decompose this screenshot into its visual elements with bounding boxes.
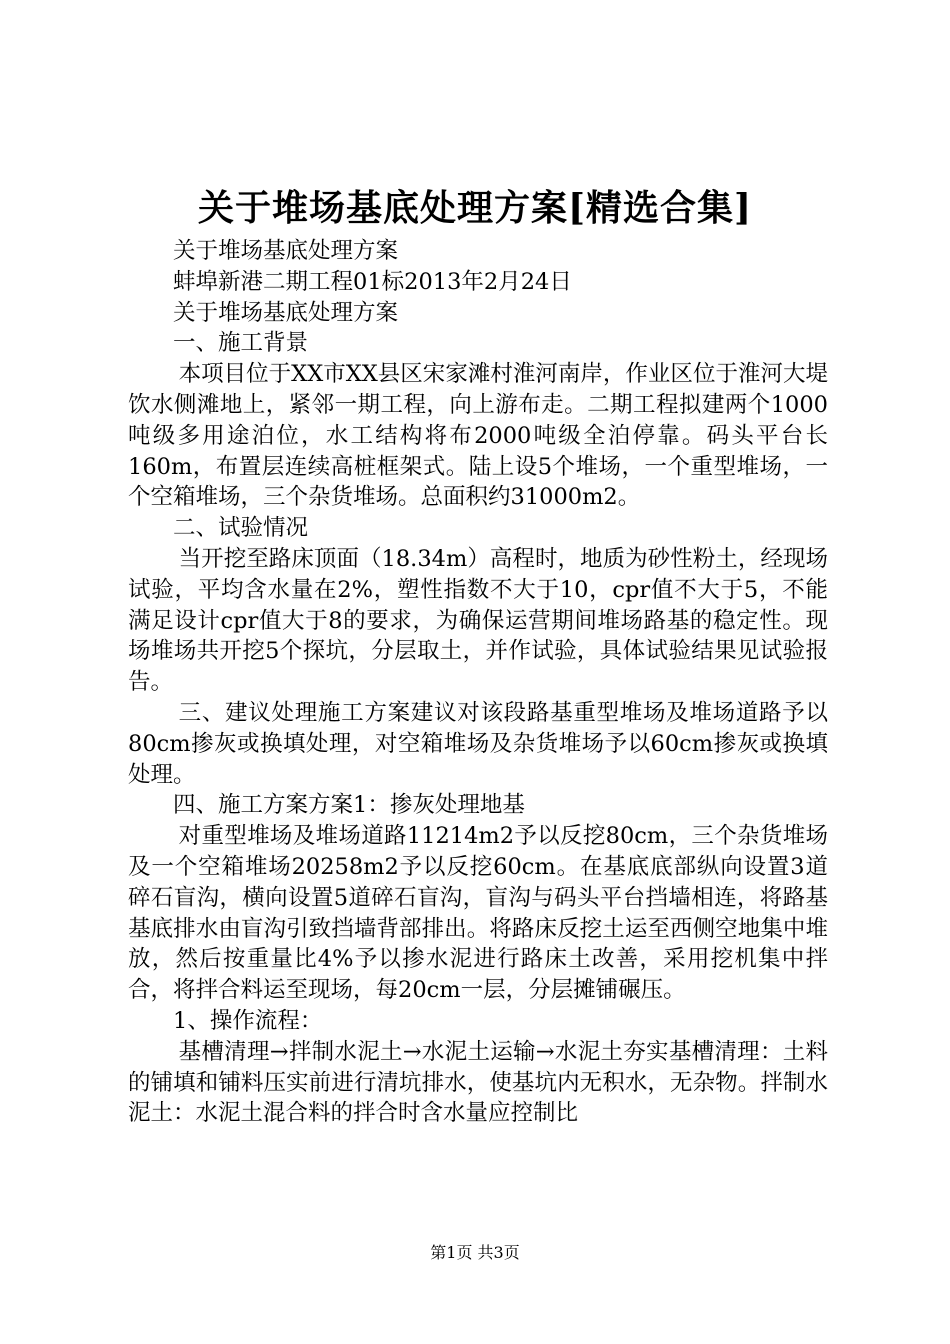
page-footer: 第1页 共3页: [430, 1243, 520, 1262]
section-heading: 一、施工背景: [173, 330, 309, 357]
document-title: 关于堆场基底处理方案[精选合集]: [197, 187, 753, 229]
section-heading: 四、施工方案方案1：掺灰处理地基: [173, 792, 525, 819]
heading-line: 关于堆场基底处理方案: [173, 299, 399, 326]
body-paragraph: 对重型堆场及堆场道路11214m2予以反挖80cm，三个杂货堆场及一个空箱堆场20258m2予以反挖60cm。在基底底部纵向设置3道碎石盲沟，横向设置5道碎石盲沟，盲沟与码头平台挡墙相连，将路基基底排水由盲沟引致挡墙背部排出。将路床反挖土运至西侧空地集中堆放，然后按重量比4%予以掺水泥进行路床土改善，采用挖机集中拌合，将拌合料运至现场，每20cm一层，分层摊铺碾压。: [128, 823, 828, 1004]
body-paragraph: 本项目位于XX市XX县区宋家滩村淮河南岸，作业区位于淮河大堤饮水侧滩地上，紧邻一期工程，向上游布走。二期工程拟建两个1000吨级多用途泊位，水工结构将布2000吨级全泊停靠。码头平台长160m，布置层连续高桩框架式。陆上设5个堆场，一个重型堆场，一个空箱堆场，三个杂货堆场。总面积约31000m2。: [128, 361, 828, 511]
body-paragraph: 当开挖至路床顶面（18.34m）高程时，地质为砂性粉土，经现场试验，平均含水量在2%，塑性指数不大于10，cpr值不大于5，不能满足设计cpr值大于8的要求，为确保运营期间堆场路基的稳定性。现场堆场共开挖5个探坑，分层取土，并作试验，具体试验结果见试验报告。: [128, 545, 828, 696]
project-date-line: 蚌埠新港二期工程01标2013年2月24日: [173, 268, 572, 295]
body-paragraph: 基槽清理→拌制水泥土→水泥土运输→水泥土夯实基槽清理：土料的铺填和铺料压实前进行清坑排水，使基坑内无积水，无杂物。拌制水泥土：水泥土混合料的拌合时含水量应控制比: [128, 1038, 828, 1127]
document-body: [128, 236, 828, 1129]
body-paragraph: 三、建议处理施工方案建议对该段路基重型堆场及堆场道路予以80cm掺灰或换填处理，对空箱堆场及杂货堆场予以60cm掺灰或换填处理。: [128, 699, 828, 788]
subsection-heading: 1、操作流程：: [173, 1007, 323, 1034]
heading-line: 关于堆场基底处理方案: [173, 238, 399, 264]
section-heading: 二、试验情况: [173, 515, 309, 542]
